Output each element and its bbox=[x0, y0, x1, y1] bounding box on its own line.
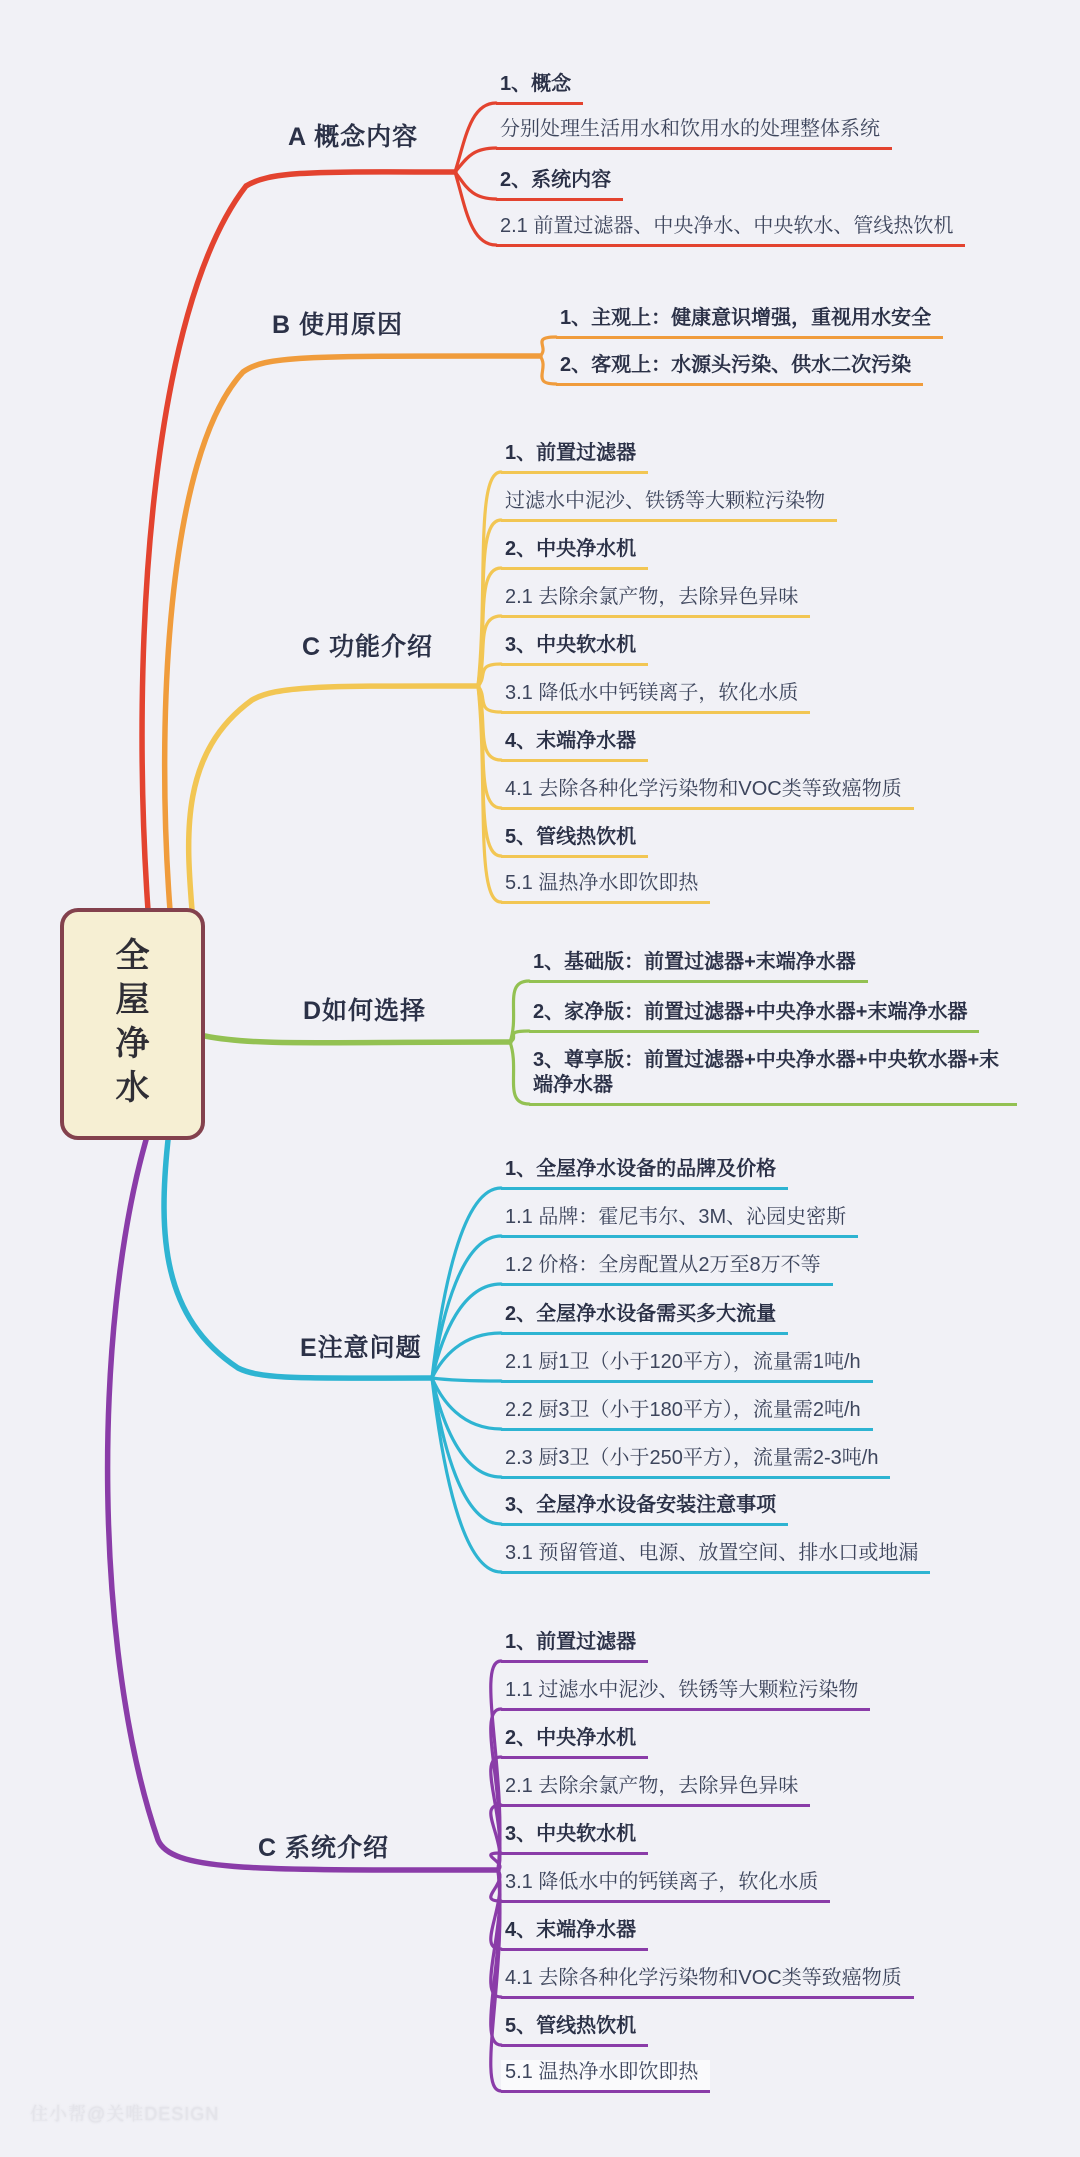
mindmap-node-issues-6[interactable]: 2.2 厨3卫（小于180平方），流量需2吨/h bbox=[501, 1398, 873, 1431]
root-node-char: 水 bbox=[115, 1069, 150, 1107]
mindmap-node-function-5[interactable]: 3、中央软水机 bbox=[501, 633, 648, 666]
mindmap-node-issues-8[interactable]: 3、全屋净水设备安装注意事项 bbox=[501, 1493, 788, 1526]
root-node-char: 屋 bbox=[115, 981, 150, 1019]
root-node-char: 全 bbox=[115, 937, 150, 975]
branch-line bbox=[189, 686, 478, 910]
mindmap-node-system-7[interactable]: 4、末端净水器 bbox=[501, 1918, 648, 1951]
mindmap-node-issues-3[interactable]: 1.2 价格：全房配置从2万至8万不等 bbox=[501, 1253, 833, 1286]
mindmap-node-function-10[interactable]: 5.1 温热净水即饮即热 bbox=[501, 871, 710, 904]
root-node[interactable] bbox=[60, 908, 205, 1140]
mindmap-node-function-4[interactable]: 2.1 去除余氯产物，去除异色异味 bbox=[501, 585, 810, 618]
mindmap-node-function-6[interactable]: 3.1 降低水中钙镁离子，软化水质 bbox=[501, 681, 810, 714]
branch-label-concept[interactable]: A 概念内容 bbox=[288, 123, 419, 151]
mindmap-node-concept-3[interactable]: 2、系统内容 bbox=[496, 168, 623, 201]
branch-line bbox=[510, 1042, 529, 1104]
branch-label-issues[interactable]: E注意问题 bbox=[300, 1334, 422, 1362]
branch-label-choose[interactable]: D如何选择 bbox=[303, 997, 427, 1025]
branch-label-function[interactable]: C 功能介绍 bbox=[302, 633, 434, 661]
mindmap-node-choose-2[interactable]: 2、家净版：前置过滤器+中央净水器+末端净水器 bbox=[529, 1000, 979, 1033]
mindmap-node-system-9[interactable]: 5、管线热饮机 bbox=[501, 2014, 648, 2047]
mindmap-node-function-7[interactable]: 4、末端净水器 bbox=[501, 729, 648, 762]
mindmap-node-issues-5[interactable]: 2.1 厨1卫（小于120平方），流量需1吨/h bbox=[501, 1350, 873, 1383]
mindmap-node-issues-4[interactable]: 2、全屋净水设备需买多大流量 bbox=[501, 1302, 788, 1335]
branch-line bbox=[540, 337, 556, 356]
mindmap-node-function-9[interactable]: 5、管线热饮机 bbox=[501, 825, 648, 858]
mindmap-node-reason-2[interactable]: 2、客观上：水源头污染、供水二次污染 bbox=[556, 353, 923, 386]
mindmap-node-function-3[interactable]: 2、中央净水机 bbox=[501, 537, 648, 570]
mindmap-node-function-2[interactable]: 过滤水中泥沙、铁锈等大颗粒污染物 bbox=[501, 489, 837, 522]
branch-line bbox=[432, 1378, 501, 1381]
mindmap-node-concept-1[interactable]: 1、概念 bbox=[496, 72, 583, 105]
branch-line bbox=[478, 686, 501, 902]
mindmap-node-issues-7[interactable]: 2.3 厨3卫（小于250平方），流量需2-3吨/h bbox=[501, 1446, 890, 1479]
mindmap-node-system-1[interactable]: 1、前置过滤器 bbox=[501, 1630, 648, 1663]
mindmap-node-choose-1[interactable]: 1、基础版：前置过滤器+末端净水器 bbox=[529, 950, 868, 983]
branch-label-system[interactable]: C 系统介绍 bbox=[258, 1834, 390, 1862]
mindmap-node-system-5[interactable]: 3、中央软水机 bbox=[501, 1822, 648, 1855]
branch-line bbox=[455, 103, 496, 172]
mindmap-node-concept-2[interactable]: 分别处理生活用水和饮用水的处理整体系统 bbox=[496, 117, 892, 150]
branch-line bbox=[205, 1036, 510, 1043]
branch-line bbox=[510, 1031, 529, 1042]
mindmap-node-concept-4[interactable]: 2.1 前置过滤器、中央净水、中央软水、管线热饮机 bbox=[496, 214, 965, 247]
mindmap-node-system-3[interactable]: 2、中央净水机 bbox=[501, 1726, 648, 1759]
mindmap-node-function-8[interactable]: 4.1 去除各种化学污染物和VOC类等致癌物质 bbox=[501, 777, 914, 810]
mindmap-node-function-1[interactable]: 1、前置过滤器 bbox=[501, 441, 648, 474]
mindmap-node-system-2[interactable]: 1.1 过滤水中泥沙、铁锈等大颗粒污染物 bbox=[501, 1678, 870, 1711]
branch-line bbox=[455, 172, 496, 245]
mindmap-node-reason-1[interactable]: 1、主观上：健康意识增强，重视用水安全 bbox=[556, 306, 943, 339]
mindmap-node-system-6[interactable]: 3.1 降低水中的钙镁离子，软化水质 bbox=[501, 1870, 830, 1903]
branch-line bbox=[432, 1378, 501, 1429]
branch-line bbox=[142, 172, 455, 910]
watermark-text: 住小帮@关唯DESIGN bbox=[30, 2104, 220, 2124]
mindmap-node-system-8[interactable]: 4.1 去除各种化学污染物和VOC类等致癌物质 bbox=[501, 1966, 914, 1999]
mindmap-node-system-4[interactable]: 2.1 去除余氯产物，去除异色异味 bbox=[501, 1774, 810, 1807]
branch-line bbox=[432, 1188, 501, 1378]
mindmap-node-system-10[interactable]: 5.1 温热净水即饮即热 bbox=[501, 2060, 710, 2093]
mindmap-node-issues-1[interactable]: 1、全屋净水设备的品牌及价格 bbox=[501, 1157, 788, 1190]
branch-line bbox=[540, 356, 556, 384]
mindmap-node-issues-2[interactable]: 1.1 品牌：霍尼韦尔、3M、沁园史密斯 bbox=[501, 1205, 858, 1238]
branch-label-reason[interactable]: B 使用原因 bbox=[272, 311, 404, 339]
root-node-char: 净 bbox=[115, 1025, 150, 1063]
mindmap-node-choose-3[interactable]: 3、尊享版：前置过滤器+中央净水器+中央软水器+末端净水器 bbox=[529, 1048, 1017, 1106]
mindmap-node-issues-9[interactable]: 3.1 预留管道、电源、放置空间、排水口或地漏 bbox=[501, 1541, 930, 1574]
